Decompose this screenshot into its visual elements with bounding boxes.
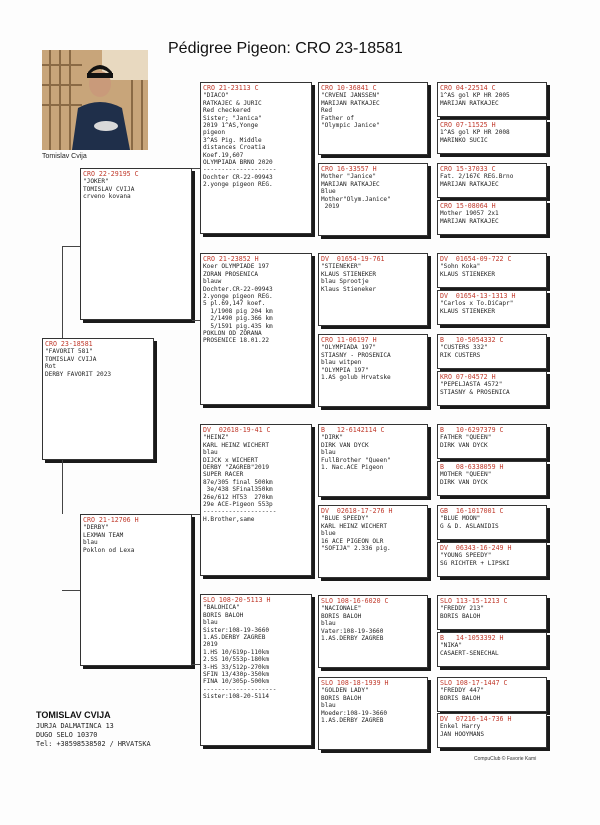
ring-number: GB 16-1017001 C (440, 507, 504, 515)
pedigree-line: KLAUS STIENEKER (440, 270, 496, 278)
pedigree-line: "DERBY" (83, 524, 109, 532)
connector-line (192, 168, 200, 169)
pedigree-line: -------------------- (203, 508, 277, 516)
pedigree-line: DIJCK x WICHERT (203, 456, 259, 464)
pedigree-line: blue (321, 530, 336, 538)
pedigree-line: KLAUS STIENEKER (440, 307, 496, 315)
pedigree-line: "JOKER" (83, 178, 109, 186)
ring-number: CRO 04-22514 C (440, 84, 496, 92)
pedigree-box-g11 (437, 505, 547, 540)
pedigree-line: Red (321, 107, 333, 115)
pedigree-line: TOMISLAV CVIJA (45, 355, 97, 363)
pedigree-line: blau witpen (321, 359, 362, 367)
pedigree-line: Sister; "Janica" (203, 114, 262, 122)
pedigree-box-dd (200, 594, 312, 746)
pedigree-line: SFIN 13/430p-350km (203, 671, 270, 679)
ring-number: CRO 07-11525 H (440, 121, 496, 129)
pedigree-line: Sister:108-19-3660 (203, 626, 270, 634)
pedigree-line: 2019 (203, 641, 218, 649)
pedigree-box-g5 (437, 253, 547, 288)
pedigree-line: MARIJAN RATKAJEC (440, 99, 499, 107)
pedigree-line: "NACIONALE" (321, 605, 362, 613)
footer-credit: CompuClub © Favorie Kami (474, 756, 537, 762)
pedigree-line: "BLUE SPEEDY" (321, 515, 369, 523)
pedigree-box-ss (200, 82, 312, 234)
pedigree-line: FullBrother "Queen" (321, 456, 391, 464)
pedigree-line: Poklon od Lexa (83, 546, 135, 554)
pedigree-line: "DIACO" (203, 92, 229, 100)
pedigree-line: distances Croatia (203, 144, 266, 152)
pedigree-line: RATKAJEC & JURIC (203, 99, 262, 107)
pedigree-line: Sister:108-20-5114 (203, 693, 270, 701)
pedigree-line: BORIS BALOH (440, 612, 481, 620)
pedigree-line: "YOUNG SPEEDY" (440, 552, 492, 560)
pedigree-line: -------------------- (203, 685, 277, 693)
pedigree-line: BORIS BALOH (321, 694, 362, 702)
connector-line (62, 460, 63, 514)
pedigree-line: "CUSTERS 332" (440, 344, 488, 352)
pedigree-box-g3 (437, 163, 547, 198)
pedigree-line: 2/1490 pig.366 km (203, 315, 273, 323)
pedigree-box-g15 (437, 677, 547, 712)
pedigree-line: POKLON OD ZORANA (203, 330, 262, 338)
pedigree-box-dds (318, 595, 428, 668)
owner-phone: Tel: +38598538502 / HRVATSKA (36, 740, 151, 748)
pedigree-line: 26e/612 HT53 270km (203, 493, 273, 501)
pedigree-line: 1/1908 pig 204 km (203, 307, 273, 315)
pedigree-line: Red checkered (203, 107, 251, 115)
pedigree-line: 1^AS gol KP HR 2008 (440, 129, 510, 137)
pedigree-line: MARIJAN RATKAJEC (321, 99, 380, 107)
connector-line (62, 590, 80, 591)
ring-number: CRO 15-37033 C (440, 165, 496, 173)
pedigree-line: FATHER "QUEEN" (440, 434, 492, 442)
pedigree-box-sds (318, 253, 428, 326)
ring-number: CRO 22-29195 C (83, 170, 139, 178)
pedigree-line: 2019 (321, 203, 340, 211)
pedigree-line: 5 pl.69,147 koef. (203, 300, 266, 308)
pedigree-line: 1.AS.DERBY ZAGREB (203, 634, 266, 642)
pedigree-line: blau Sprootje (321, 278, 369, 286)
pedigree-line: "Sohn Koka" (440, 263, 481, 271)
pedigree-line: "FREDDY 213" (440, 605, 485, 613)
pedigree-line: SG RICHTER + LIPSKI (440, 559, 510, 567)
pedigree-line: OLYMPIADA BRNO 2020 (203, 159, 273, 167)
pedigree-line: Blue (321, 188, 336, 196)
owner-photo-image (42, 50, 148, 150)
pedigree-line: 5/1591 pig.435 km (203, 322, 273, 330)
owner-address-city: DUGO SELO 10370 (36, 731, 98, 739)
pedigree-line: 2.yonge pigeon REG. (203, 181, 273, 189)
pedigree-box-dsd (318, 505, 428, 578)
pedigree-line: "BALOHICA" (203, 604, 240, 612)
ring-number: KRO 07-04572 H (440, 373, 496, 381)
owner-address-street: JURJA DALMATINCA 13 (36, 722, 114, 730)
pedigree-line: blau (83, 539, 98, 547)
pedigree-line: Fat. 2/167€ REG.Brno (440, 173, 514, 181)
pedigree-line: "FAVORIT 581" (45, 348, 93, 356)
pedigree-box-ssd (318, 163, 428, 236)
pedigree-box-sd (200, 253, 312, 405)
ring-number: SLO 108-18-1939 H (321, 679, 389, 687)
pedigree-line: PROSENICE 18.01.22 (203, 337, 270, 345)
pedigree-box-g14 (437, 632, 547, 667)
pedigree-line: Father of (321, 114, 355, 122)
pedigree-line: 1.AS.DERBY ZAGREB (321, 635, 384, 643)
pedigree-line: blau (203, 619, 218, 627)
ring-number: B 10-6297379 C (440, 426, 504, 434)
pedigree-line: "CRVENI JANSSEN" (321, 92, 380, 100)
pedigree-box-g8 (437, 371, 547, 406)
pedigree-line: MOTHER "QUEEN" (440, 471, 492, 479)
pedigree-line: STIASNY - PROSENICA (321, 351, 391, 359)
pedigree-line: Enkel Harry (440, 723, 481, 731)
pedigree-box-g4 (437, 200, 547, 235)
pedigree-line: 2.yonge pigeon REG. (203, 293, 273, 301)
pedigree-box-dam (80, 514, 192, 666)
owner-photo (42, 50, 148, 150)
pedigree-line: Klaus Stieneker (321, 285, 377, 293)
connector-line (62, 246, 63, 338)
photo-caption: Tomislav Cvija (42, 153, 87, 160)
ring-number: DV 02618-17-276 H (321, 507, 393, 515)
pedigree-line: BORIS BALOH (440, 694, 481, 702)
pedigree-box-ds (200, 424, 312, 576)
pedigree-line: "BLUE MOON" (440, 515, 481, 523)
ring-number: CRO 10-36841 C (321, 84, 377, 92)
pedigree-line: RIK CUSTERS (440, 351, 481, 359)
pedigree-line: "HEINZ" (203, 434, 229, 442)
pedigree-line: Vater:108-19-3660 (321, 627, 384, 635)
pedigree-line: 1.AS.DERBY ZAGREB (321, 717, 384, 725)
pedigree-line: "NIKA" (440, 642, 463, 650)
pedigree-line: 1.HS 10/619p-110km (203, 648, 270, 656)
pedigree-line: blau (203, 449, 218, 457)
pedigree-line: H.Brother,same (203, 515, 255, 523)
ring-number: SLO 108-17-1447 C (440, 679, 508, 687)
pedigree-line: LEXMAN TEAM (83, 531, 124, 539)
pedigree-box-sire (80, 168, 192, 320)
pedigree-line: JAN HOOYMANS (440, 730, 485, 738)
pedigree-box-g2 (437, 119, 547, 154)
pedigree-line: "OLYMPIA 197" (321, 366, 369, 374)
pedigree-line: 3^AS Pig. Middle (203, 136, 262, 144)
pedigree-line: "FREDDY 447" (440, 687, 485, 695)
pedigree-line: DIRK VAN DYCK (440, 441, 488, 449)
pedigree-line: TOMISLAV CVIJA (83, 185, 135, 193)
pedigree-line: DIRK VAN DYCK (440, 478, 488, 486)
ring-number: DV 02618-19-41 C (203, 426, 271, 434)
ring-number: B 14-1053392 H (440, 634, 504, 642)
ring-number: DV 01654-09-722 C (440, 255, 512, 263)
pedigree-box-g13 (437, 595, 547, 630)
pedigree-line: KARL HEINZ WICHERT (321, 522, 388, 530)
pedigree-line: MARIJAN RATKAJEC (321, 180, 380, 188)
pedigree-line: Mother 19057 2x1 (440, 210, 499, 218)
pedigree-line: CASAERT-SENECHAL (440, 649, 499, 657)
pedigree-line: pigeon (203, 129, 226, 137)
pedigree-line: Rot (45, 363, 57, 371)
ring-number: DV 01654-13-1313 H (440, 292, 516, 300)
pedigree-line: 1. Nac.ACE Pigeon (321, 464, 384, 472)
ring-number: CRO 15-08064 H (440, 202, 496, 210)
pedigree-line: MARIJAN RATKAJEC (440, 217, 499, 225)
pedigree-line: blau (321, 620, 336, 628)
pedigree-line: Moeder:108-19-3660 (321, 709, 388, 717)
pedigree-line: KLAUS STIENEKER (321, 270, 377, 278)
owner-name: TOMISLAV CVIJA (36, 710, 111, 720)
pedigree-line: 87e/305 final 500km (203, 478, 273, 486)
pedigree-line: "SOFIJA" 2.336 pig. (321, 545, 391, 553)
pedigree-line: 1^AS gol KP HR 2005 (440, 92, 510, 100)
ring-number: CRO 21-23113 C (203, 84, 259, 92)
pedigree-box-dss (318, 424, 428, 497)
pedigree-line: "Olympic Janice" (321, 122, 380, 130)
pedigree-line: G & D. ASLANIDIS (440, 522, 499, 530)
pedigree-line: blau (321, 449, 336, 457)
ring-number: SLO 108-20-5113 H (203, 596, 271, 604)
pedigree-line: BORIS BALOH (321, 612, 362, 620)
ring-number: CRO 16-33557 H (321, 165, 377, 173)
pedigree-line: blau (321, 702, 336, 710)
pedigree-line: 3e/438 SFinal350km (203, 486, 273, 494)
pedigree-box-g6 (437, 290, 547, 325)
ring-number: CRO 11-06197 H (321, 336, 377, 344)
pedigree-line: 3-HS 33/512p-270km (203, 663, 270, 671)
pedigree-line: Koef.19,607 (203, 151, 244, 159)
pedigree-line: MARINKO SUCIC (440, 136, 488, 144)
connector-line (62, 246, 80, 247)
ring-number: SLO 113-15-1213 C (440, 597, 508, 605)
pedigree-line: KARL HEINZ WICHERT (203, 441, 270, 449)
pedigree-box-g7 (437, 334, 547, 369)
pedigree-line: DIRK VAN DYCK (321, 441, 369, 449)
pedigree-line: Mother "Janice" (321, 173, 377, 181)
pedigree-line: "OLYMPIADA 197" (321, 344, 377, 352)
ring-number: CRO 23-18581 (45, 340, 93, 348)
pedigree-line: "GOLDEN LADY" (321, 687, 369, 695)
pedigree-line: ZORAN PROSENICA (203, 270, 259, 278)
pedigree-box-g9 (437, 424, 547, 459)
pedigree-box-sss (318, 82, 428, 155)
ring-number: DV 01654-19-761 (321, 255, 385, 263)
pedigree-line: crveno kovana (83, 193, 131, 201)
ring-number: B 10-5054332 C (440, 336, 504, 344)
pedigree-line: DERBY "ZAGREB"2019 (203, 464, 270, 472)
pedigree-box-g16 (437, 713, 547, 748)
pedigree-line: "PEPELJASTA 4572" (440, 381, 503, 389)
ring-number: B 12-6142114 C (321, 426, 385, 434)
pedigree-box-g12 (437, 542, 547, 577)
pedigree-line: 2.SS 10/553p-180km (203, 656, 270, 664)
ring-number: B 08-6338059 H (440, 463, 504, 471)
pedigree-line: STIASNY & PROSENICA (440, 388, 510, 396)
pedigree-line: "Carlos x To.DiCapr" (440, 300, 514, 308)
pedigree-line: FINA 10/305p-500km (203, 678, 270, 686)
pedigree-line: Dochter.CR-22-09943 (203, 285, 273, 293)
pedigree-line: 16 ACE PIGEON OLR (321, 537, 384, 545)
pedigree-line: MARIJAN RATKAJEC (440, 180, 499, 188)
ring-number: SLO 108-16-6020 C (321, 597, 389, 605)
connector-line (192, 320, 200, 321)
pedigree-line: SUPER RACER (203, 471, 244, 479)
ring-number: CRO 21-23852 H (203, 255, 259, 263)
pedigree-line: -------------------- (203, 166, 277, 174)
pedigree-line: Dochter CR-22-09943 (203, 173, 273, 181)
ring-number: DV 06343-16-249 H (440, 544, 512, 552)
pedigree-line: Mother"Olym.Janice" (321, 195, 391, 203)
pedigree-box-g10 (437, 461, 547, 496)
pedigree-box-subject (42, 338, 154, 460)
pedigree-line: "DIRK" (321, 434, 344, 442)
pedigree-line: Koer OLYMPIADE 197 (203, 263, 270, 271)
ring-number: DV 07216-14-736 H (440, 715, 512, 723)
page-title: Pédigree Pigeon: CRO 23-18581 (168, 40, 403, 57)
pedigree-line: 2019 1^AS,Yonge (203, 122, 259, 130)
ring-number: CRO 21-12706 H (83, 516, 139, 524)
pedigree-line: DERBY FAVORIT 2023 (45, 370, 112, 378)
pedigree-line: 1.AS golub Hrvatske (321, 374, 391, 382)
pedigree-box-sdd (318, 334, 428, 407)
pedigree-line: blauw (203, 278, 222, 286)
pedigree-line: BORIS BALOH (203, 611, 244, 619)
connector-line (192, 664, 200, 665)
pedigree-box-ddd (318, 677, 428, 750)
pedigree-box-g1 (437, 82, 547, 117)
connector-line (192, 514, 200, 515)
pedigree-line: "STIENEKER" (321, 263, 362, 271)
pedigree-line: 29e ACE-Pigeon 553p (203, 501, 273, 509)
